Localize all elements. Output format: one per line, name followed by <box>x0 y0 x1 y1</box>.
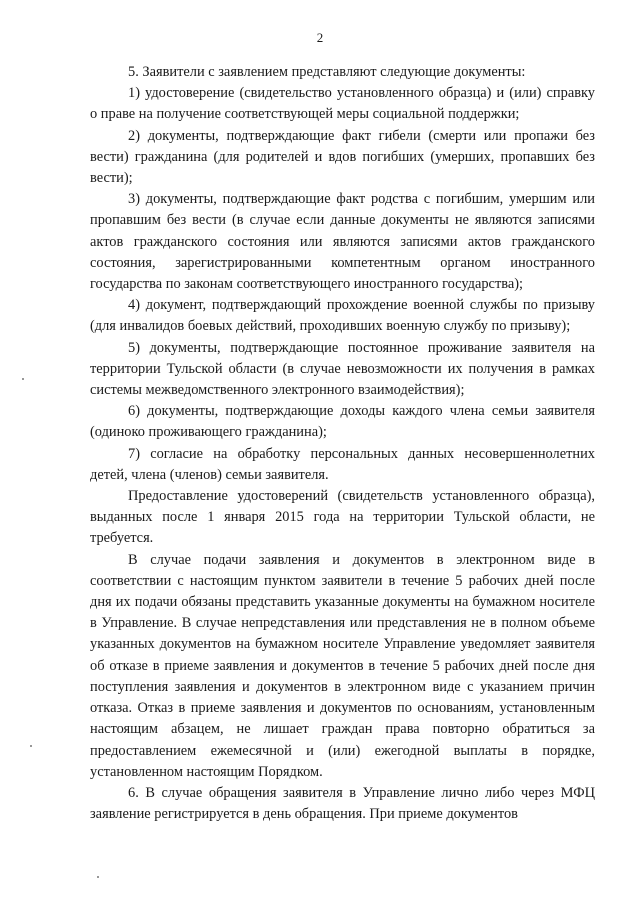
scan-speck <box>22 378 24 380</box>
document-body <box>90 62 595 825</box>
list-item-7: 7) согласие на обработку персональных данных несовершеннолетних детей, члена (членов) семьи заявителя. <box>90 445 595 483</box>
list-item-5: 5) документы, подтверждающие постоянное проживание заявителя на территории Тульской области (в случае невозможности их получения в рамках системы межведомственного электронного взаимодействия); <box>90 339 595 399</box>
scan-speck <box>30 745 32 747</box>
list-item-2: 2) документы, подтверждающие факт гибели (смерти или пропажи без вести) гражданина (для родителей и вдов погибших (умерших, пропавших без вести); <box>90 127 595 187</box>
paragraph-certificates-note: Предоставление удостоверений (свидетельств установленного образца), выданных после 1 января 2015 года на территории Тульской области, не требуется. <box>90 488 595 547</box>
paragraph-section-5-intro: 5. Заявители с заявлением представляют следующие документы: <box>128 64 526 80</box>
list-item-3: 3) документы, подтверждающие факт родства с погибшим, умершим или пропавшим без вести (в случае если данные документы не являются записями актов гражданского состояния или являются записями актов гражданского состояния, зарегистрированными компетентным органом иностранного государства по законам соответствующего иностранного государства); <box>90 191 595 293</box>
list-item-4: 4) документ, подтверждающий прохождение военной службы по призыву (для инвалидов боевых действий, проходивших военную службу по призыву); <box>90 297 595 335</box>
list-item-6: 6) документы, подтверждающие доходы каждого члена семьи заявителя (одиноко проживающего гражданина); <box>90 403 595 441</box>
scan-speck <box>97 876 99 878</box>
paragraph-section-6: 6. В случае обращения заявителя в Управление лично либо через МФЦ заявление регистрируется в день обращения. При приеме документов <box>90 784 595 823</box>
page-number: 2 <box>316 30 324 45</box>
list-item-1: 1) удостоверение (свидетельство установленного образца) и (или) справку о праве на получение соответствующей меры социальной поддержки; <box>90 85 595 123</box>
paragraph-electronic-submission: В случае подачи заявления и документов в электронном виде в соответствии с настоящим пунктом заявители в течение 5 рабочих дней после дня их подачи обязаны представить указанные документы на бумажном носителе в Управление. В случае непредставления или представления не в полном объеме указанных документов на бумажном носителе Управление уведомляет заявителя об отказе в приеме заявления и документов в течение 5 рабочих дней после дня поступления заявления и документов в электронном виде с указанием причин отказа. Отказ в приеме заявления и документов по основаниям, установленным настоящим абзацем, не лишает граждан права повторно обратиться за предоставлением ежемесячной и (или) ежегодной выплаты в порядке, установленном настоящим Порядком. <box>90 551 595 780</box>
